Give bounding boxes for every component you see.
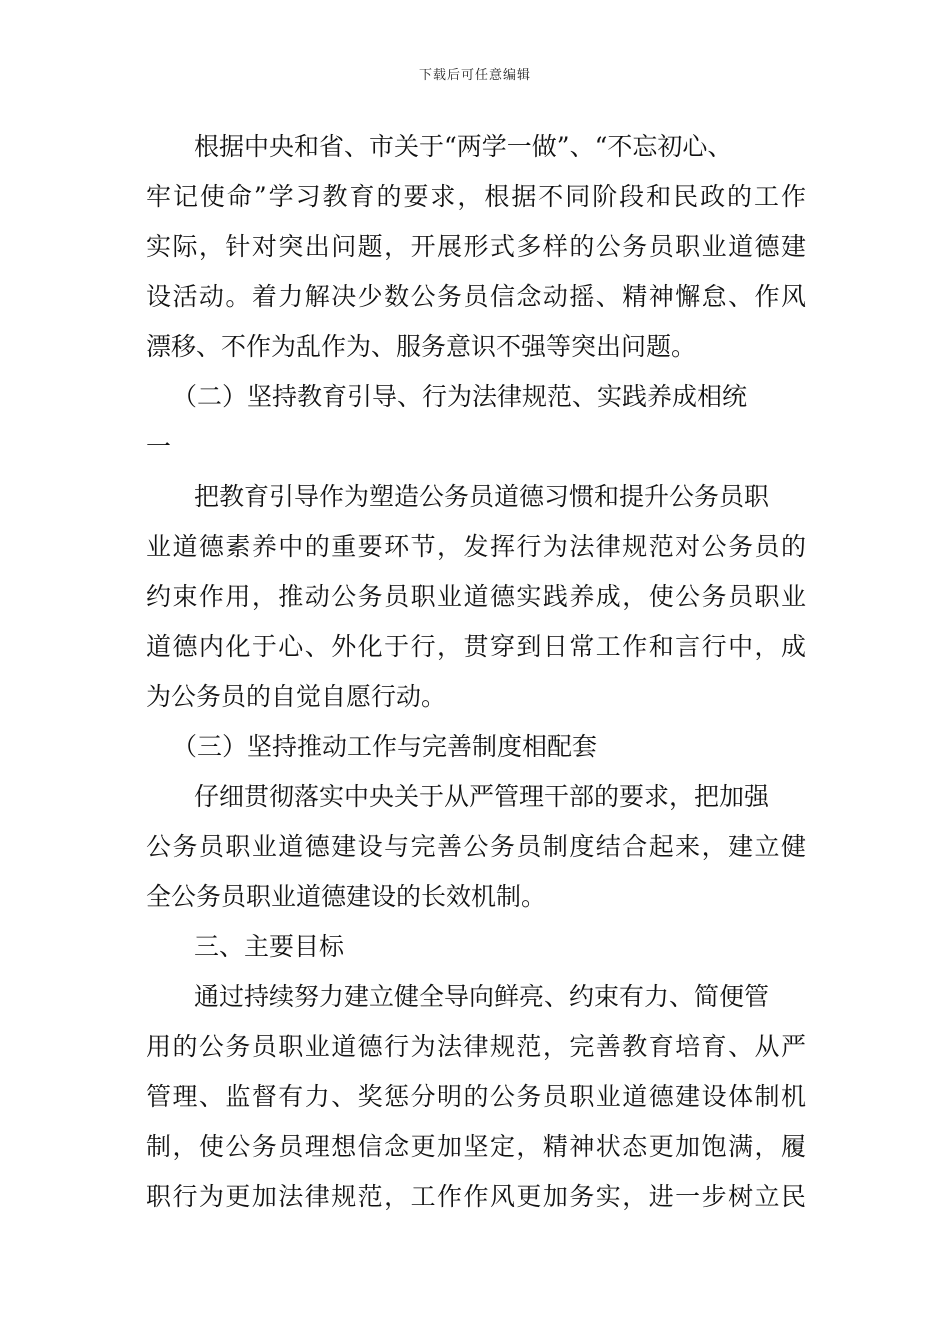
text-line: 根据中央和省、市关于“两学一做”、“不忘初心、	[194, 132, 733, 161]
text-line: 仔细贯彻落实中央关于从严管理干部的要求，把加强	[194, 782, 770, 811]
section-heading: （三）坚持推动工作与完善制度相配套	[172, 732, 598, 761]
section-heading: 一	[146, 432, 172, 461]
text-line: 为公务员的自觉自愿行动。	[146, 682, 447, 711]
text-line: 牢记使命”学习教育的要求，根据不同阶段和民政的工作	[146, 182, 806, 211]
text-line: 通过持续努力建立健全导向鲜亮、约束有力、简便管	[194, 982, 770, 1011]
section-heading: 三、主要目标	[194, 932, 345, 961]
text-line: 漂移、不作为乱作为、服务意识不强等突出问题。	[146, 332, 697, 361]
page-header: 下载后可任意编辑	[418, 68, 531, 83]
text-line: 全公务员职业道德建设的长效机制。	[146, 882, 547, 911]
text-line: 约束作用，推动公务员职业道德实践养成，使公务员职业	[146, 582, 806, 611]
text-line: 设活动。着力解决少数公务员信念动摇、精神懈怠、作风	[146, 282, 806, 311]
text-line: 管理、监督有力、奖惩分明的公务员职业道德建设体制机	[146, 1082, 806, 1111]
text-line: 职行为更加法律规范，工作作风更加务实，进一步树立民	[146, 1182, 806, 1211]
text-line: 制，使公务员理想信念更加坚定，精神状态更加饱满，履	[146, 1132, 806, 1161]
section-heading: （二）坚持教育引导、行为法律规范、实践养成相统	[172, 382, 748, 411]
text-line: 业道德素养中的重要环节，发挥行为法律规范对公务员的	[146, 532, 806, 561]
text-line: 用的公务员职业道德行为法律规范，完善教育培育、从严	[146, 1032, 806, 1061]
text-line: 把教育引导作为塑造公务员道德习惯和提升公务员职	[194, 482, 770, 511]
text-line: 道德内化于心、外化于行，贯穿到日常工作和言行中，成	[146, 632, 806, 661]
text-line: 实际，针对突出问题，开展形式多样的公务员职业道德建	[146, 232, 806, 261]
text-line: 公务员职业道德建设与完善公务员制度结合起来，建立健	[146, 832, 806, 861]
